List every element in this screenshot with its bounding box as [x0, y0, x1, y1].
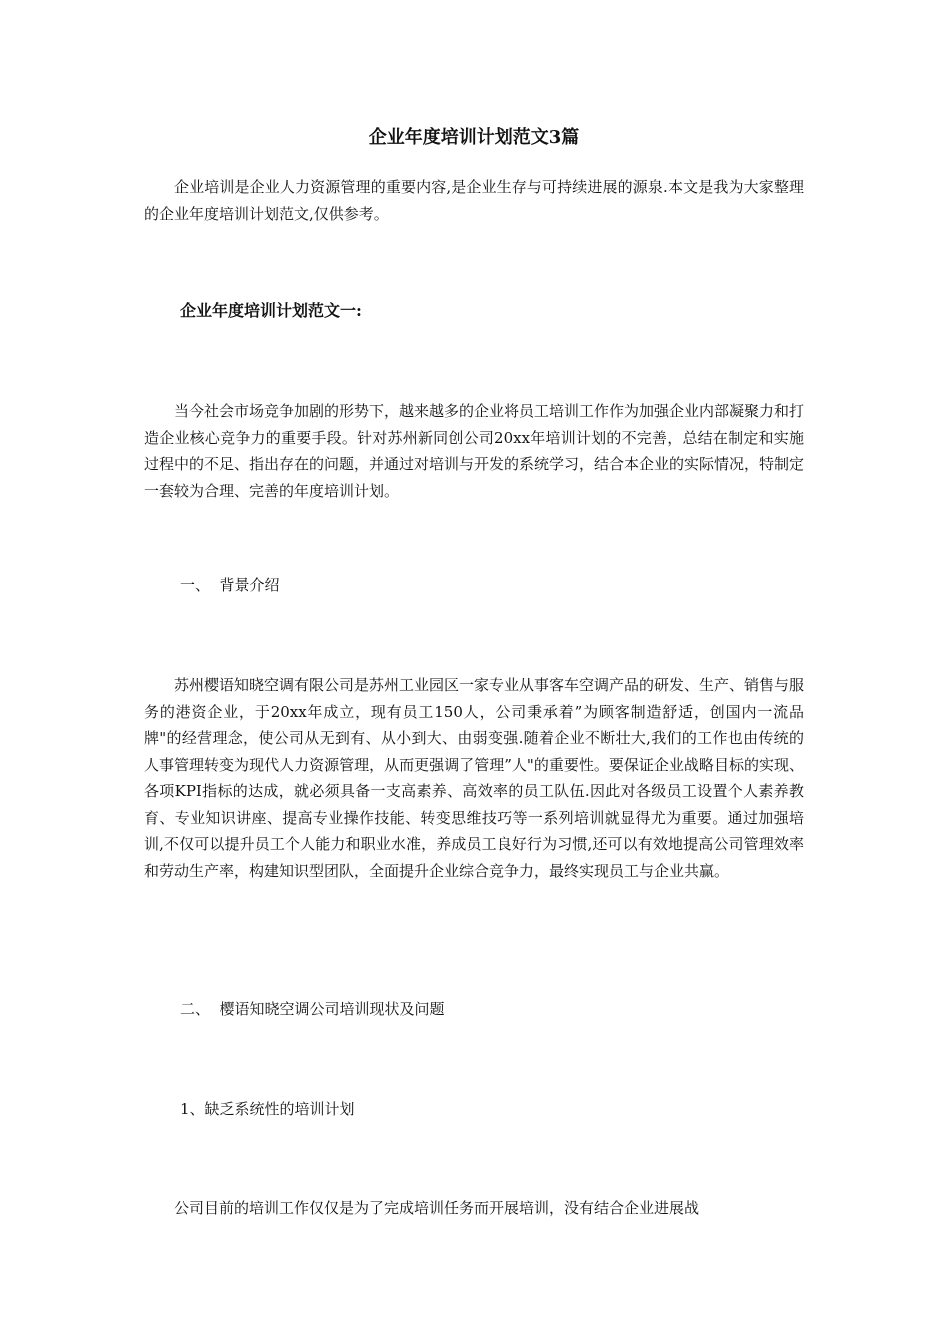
section-heading-one: 企业年度培训计划范文一:: [180, 301, 362, 320]
intro-paragraph: 企业培训是企业人力资源管理的重要内容,是企业生存与可持续进展的源泉.本文是我为大家整理的企业年度培训计划范文,仅供参考。: [144, 178, 804, 223]
paragraph-block-3: [144, 1195, 804, 1222]
paragraph-block-2: [144, 672, 804, 884]
document-title: 企业年度培训计划范文3篇: [368, 127, 580, 148]
body-paragraph-3: 公司目前的培训工作仅仅是为了完成培训任务而开展培训，没有结合企业进展战: [174, 1199, 700, 1217]
body-paragraph-2: 苏州樱语知晓空调有限公司是苏州工业园区一家专业从事客车空调产品的研发、生产、销售与服务的港资企业，于20xx年成立，现有员工150人，公司秉承着”为顾客制造舒适，创国内一流品牌"的经营理念，使公司从无到有、从小到大、由弱变强.随着企业不断壮大,我们的工作也由传统的人事管理转变为现代人力资源管理，从而更强调了管理”人"的重要性。要保证企业战略目标的实现、各项KPI指标的达成，就必须具备一支高素养、高效率的员工队伍.因此对各级员工设置个人素养教育、专业知识讲座、提高专业操作技能、转变思维技巧等一系列培训就显得尤为重要。通过加强培训,不仅可以提升员工个人能力和职业水准，养成员工良好行为习惯,还可以有效地提高公司管理效率和劳动生产率，构建知识型团队，全面提升企业综合竞争力，最终实现员工与企业共赢。: [144, 676, 805, 880]
heading-block: [144, 298, 804, 324]
section-block-2: [144, 996, 804, 1022]
subsection-title-1: 1、缺乏系统性的培训计划: [180, 1100, 355, 1118]
intro-block: [144, 174, 804, 227]
subsection-block-1: [144, 1096, 804, 1122]
paragraph-block-1: [144, 398, 804, 504]
section-block-1: [144, 572, 804, 598]
body-paragraph-1: 当今社会市场竞争加剧的形势下，越来越多的企业将员工培训工作作为加强企业内部凝聚力和打造企业核心竞争力的重要手段。针对苏州新同创公司20xx年培训计划的不完善，总结在制定和实施过程中的不足、指出存在的问题，并通过对培训与开发的系统学习，结合本企业的实际情况，特制定一套较为合理、完善的年度培训计划。: [144, 402, 805, 500]
section-title-status: 二、 樱语知晓空调公司培训现状及问题: [180, 1000, 445, 1018]
section-title-background: 一、 背景介绍: [180, 576, 280, 594]
